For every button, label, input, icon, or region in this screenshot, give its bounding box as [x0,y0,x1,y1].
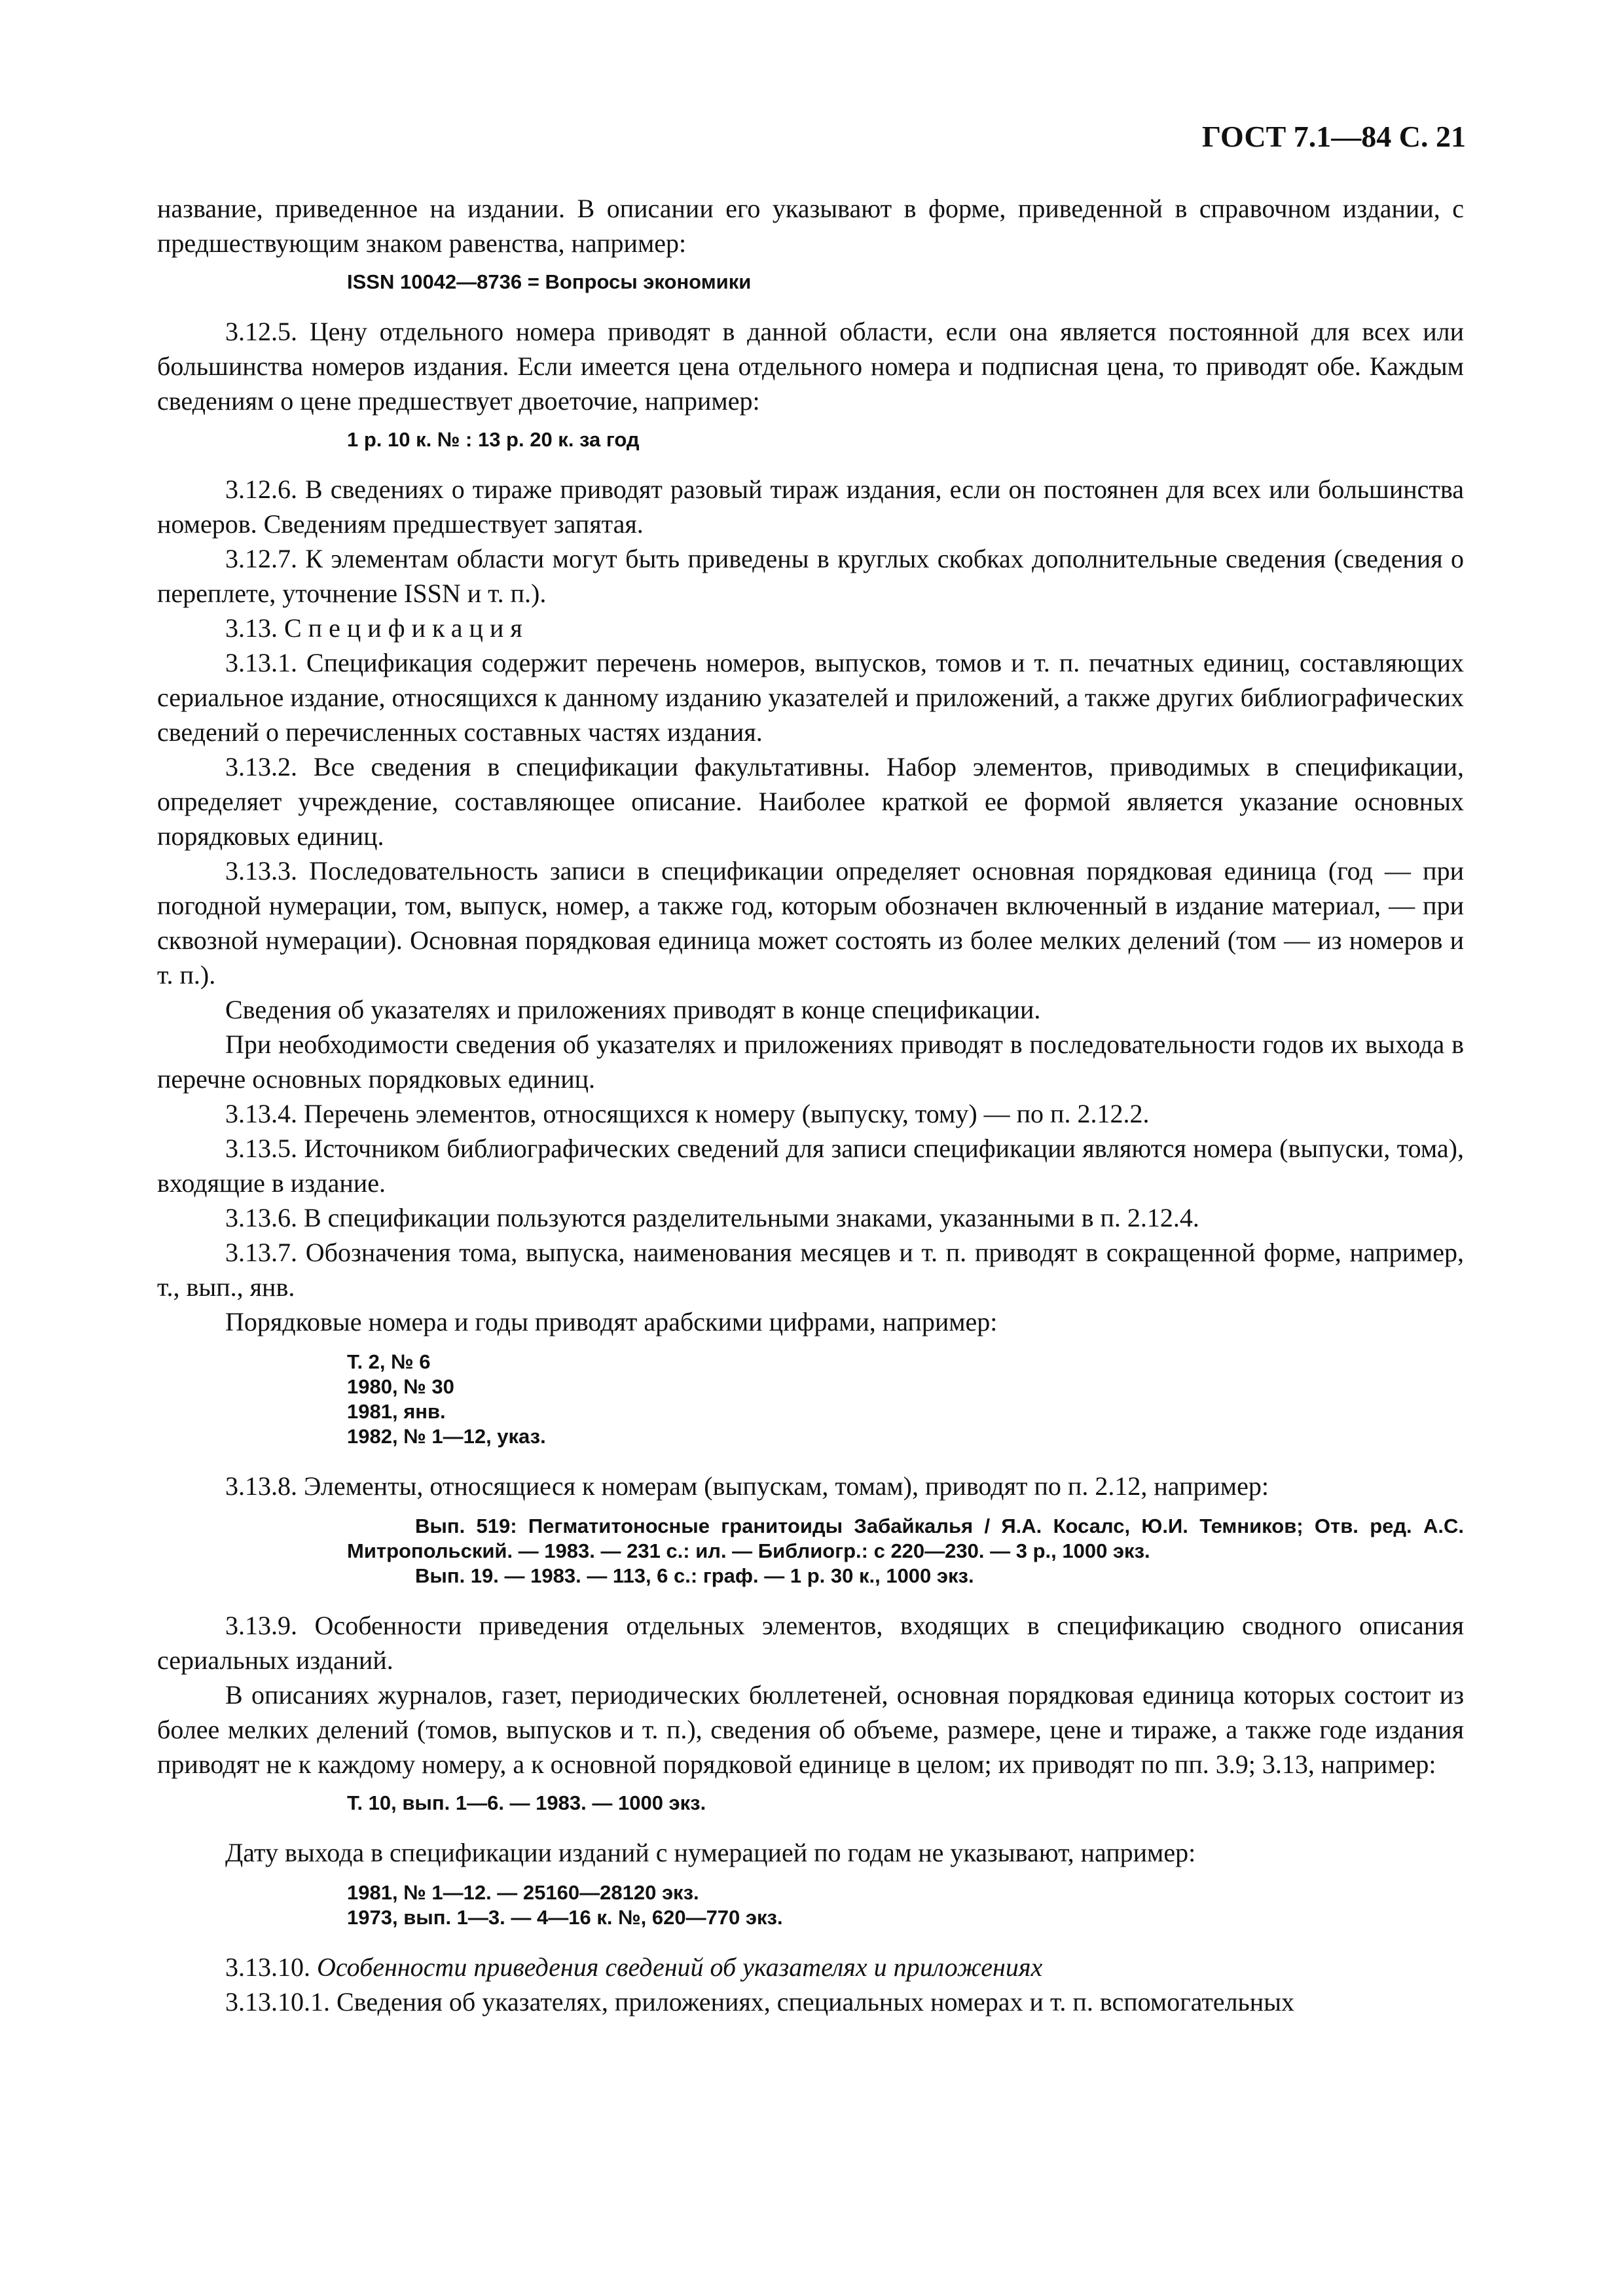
paragraph: название, приведенное на издании. В описании его указывают в форме, приведенной в справочном издании, с предшествующим знаком равенства, например: [157,194,1464,258]
citation-line: Вып. 19. — 1983. — 113, 6 с.: граф. — 1 р. 30 к., 1000 экз. [415,1564,974,1587]
section-title: Спецификация [284,613,529,643]
paragraph: 3.12.5. Цену отдельного номера приводят в данной области, если она является постоянной для всех или большинства номеров издания. Если имеется цена отдельного номера и подписная цена, то приводят обе. Каждым сведениям о цене предшествует двоеточие, например: [157,317,1464,416]
paragraph: В описаниях журналов, газет, периодических бюллетеней, основная порядковая единица которых состоит из более мелких делений (томов, выпусков и т. п.), сведения об объеме, размере, цене и тираже, а также годе издания приводят не к каждому номеру, а к основной порядковой единице в целом; их приводят по пп. 3.9; 3.13, например: [157,1680,1464,1779]
paragraph: 3.13.8. Элементы, относящиеся к номерам (выпускам, томам), приводят по п. 2.12, например: [225,1471,1269,1501]
citation-example [157,1514,1464,1588]
example-line: 1973, вып. 1—3. — 4—16 к. №, 620—770 экз. [347,1906,783,1929]
example-line: 1980, № 30 [347,1375,454,1398]
section-number: 3.13. [225,613,278,643]
paragraph: 3.13.3. Последовательность записи в спецификации определяет основная порядковая единица (год — при погодной нумерации, том, выпуск, номер, а также год, которым обозначен включенный в издание материал, — при сквозной нумерации). Основная порядковая единица может состоять из более мелких делений (том — из номеров и т. п.). [157,856,1464,990]
paragraph: При необходимости сведения об указателях и приложениях приводят в последовательности годов их выхода в перечне основных порядковых единиц. [157,1030,1464,1094]
paragraph: 3.13.9. Особенности приведения отдельных элементов, входящих в спецификацию сводного описания сериальных изданий. [157,1611,1464,1675]
example-line: Т. 2, № 6 [347,1350,431,1373]
paragraph: Сведения об указателях и приложениях приводят в конце спецификации. [225,995,1041,1024]
paragraph: 3.13.1. Спецификация содержит перечень номеров, выпусков, томов и т. п. печатных единиц, составляющих сериальное издание, относящихся к данному изданию указателей и приложений, а также других библиографических сведений о перечисленных составных частях издания. [157,648,1464,747]
example-list [157,1350,1464,1449]
paragraph: Дату выхода в спецификации изданий с нумерацией по годам не указывают, например: [225,1838,1196,1867]
citation-line: Вып. 519: Пегматитоносные гранитоиды Забайкалья / Я.А. Косалс, Ю.И. Темников; Отв. ред. А.С. Митропольский. — 1983. — 231 с.: ил. — Библиогр.: с 220—230. — 3 р., 1000 экз. [347,1515,1464,1562]
paragraph: 3.12.7. К элементам области могут быть приведены в круглых скобках дополнительные сведения (сведения о переплете, уточнение ISSN и т. п.). [157,544,1464,608]
paragraph: 3.13.4. Перечень элементов, относящихся к номеру (выпуску, тому) — по п. 2.12.2. [225,1099,1150,1128]
page-header: ГОСТ 7.1—84 С. 21 [1201,120,1466,153]
section-heading [157,611,1464,645]
paragraph: 3.13.7. Обозначения тома, выпуска, наименования месяцев и т. п. приводят в сокращенной форме, например, т., вып., янв. [157,1238,1464,1302]
example: Т. 10, вып. 1—6. — 1983. — 1000 экз. [347,1791,706,1814]
example-line: 1981, № 1—12. — 25160—28120 экз. [347,1881,699,1904]
section-heading [157,1950,1464,1984]
example-line: 1982, № 1—12, указ. [347,1425,546,1448]
document-body [157,191,1464,2019]
paragraph: 3.13.6. В спецификации пользуются разделительными знаками, указанными в п. 2.12.4. [225,1203,1199,1232]
paragraph: 3.13.10.1. Сведения об указателях, приложениях, специальных номерах и т. п. вспомогательных [225,1987,1295,2017]
example: 1 р. 10 к. № : 13 р. 20 к. за год [347,428,640,451]
paragraph: 3.13.5. Источником библиографических сведений для записи спецификации являются номера (выпуски, тома), входящие в издание. [157,1134,1464,1198]
example: ISSN 10042—8736 = Вопросы экономики [347,270,752,293]
section-title: Особенности приведения сведений об указателях и приложениях [317,1952,1043,1982]
example-line: 1981, янв. [347,1400,446,1423]
paragraph: 3.12.6. В сведениях о тираже приводят разовый тираж издания, если он постоянен для всех или большинства номеров. Сведениям предшествует запятая. [157,475,1464,539]
paragraph: Порядковые номера и годы приводят арабскими цифрами, например: [225,1307,998,1336]
section-number: 3.13.10. [225,1952,310,1982]
paragraph: 3.13.2. Все сведения в спецификации факультативны. Набор элементов, приводимых в спецификации, определяет учреждение, составляющее описание. Наиболее краткой ее формой является указание основных порядковых единиц. [157,752,1464,851]
example-list [157,1880,1464,1930]
